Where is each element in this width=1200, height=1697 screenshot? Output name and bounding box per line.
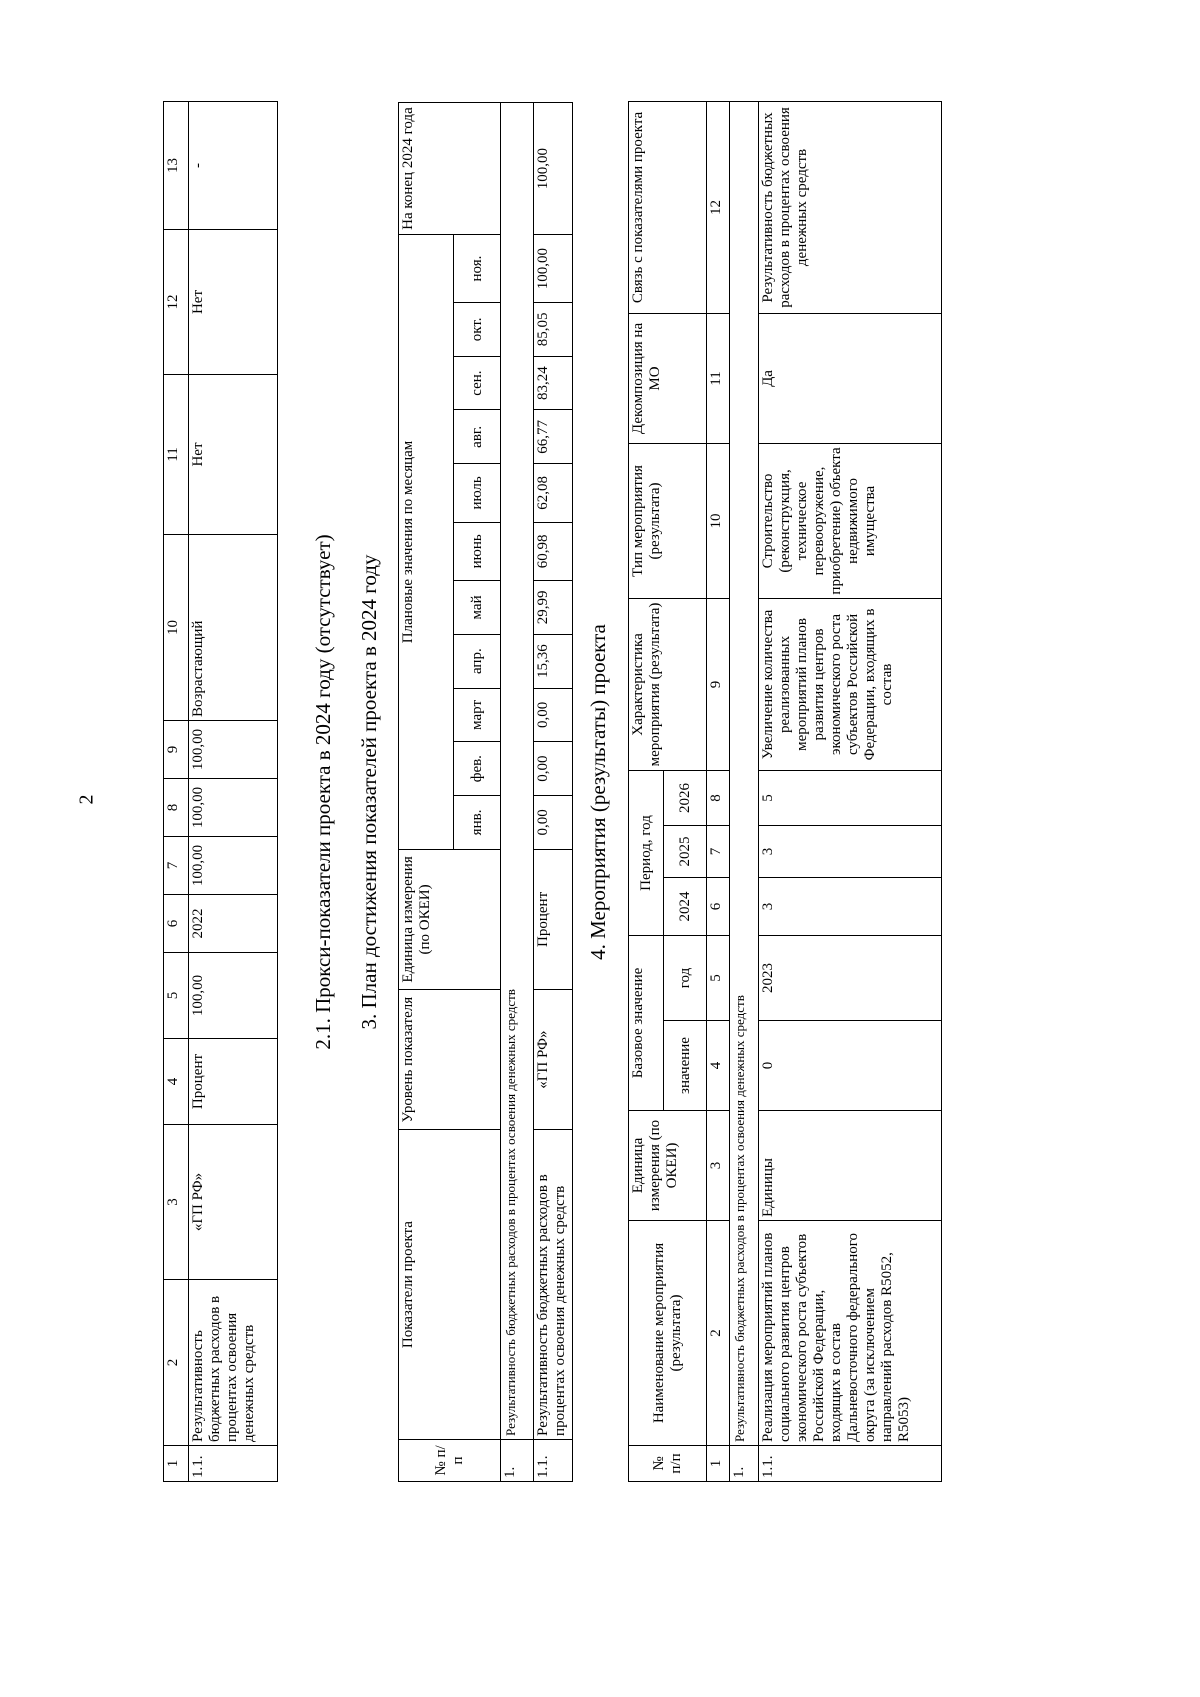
header-cell: 2025 [664, 825, 707, 877]
table-section-row [730, 101, 759, 1481]
header-cell: Базовое значение [629, 935, 664, 1110]
column-number: 11 [707, 313, 730, 443]
header-cell: Период, год [629, 770, 664, 935]
row-number: 1.1. [759, 1446, 942, 1482]
header-cell: 5 [164, 953, 189, 1039]
month-cell: сен. [454, 356, 501, 410]
indicator-level: «ГП РФ» [189, 1125, 278, 1280]
header-cell: 1 [164, 1446, 189, 1482]
value-2025: 3 [759, 825, 942, 877]
activity-name: Реализация мероприятий планов социального развития центров экономического роста субъектов Российской Федерации, входящих в состав Дальневосточного федерального округа (за исключением направлений расходов R5052, R5053) [759, 1221, 942, 1446]
month-value: 29,99 [534, 581, 573, 635]
header-cell: № п/п [629, 1446, 707, 1482]
header-cell: 11 [164, 375, 189, 535]
end-of-year-value: 100,00 [534, 103, 573, 235]
header-cell: 10 [164, 535, 189, 721]
table-header-row [629, 101, 664, 1481]
header-cell: 9 [164, 721, 189, 779]
month-value: 85,05 [534, 302, 573, 356]
cell: Нет [189, 230, 278, 375]
table-header-row [164, 102, 189, 1482]
month-cell: янв. [454, 796, 501, 850]
header-cell: 12 [164, 230, 189, 375]
header-cell: Уровень показателя [399, 990, 501, 1130]
indicator-name: Результативность бюджетных расходов в процентах освоения денежных средств [534, 1130, 573, 1440]
header-cell: Тип мероприятия (результата) [629, 443, 707, 598]
column-number: 3 [707, 1111, 730, 1221]
column-number: 9 [707, 598, 730, 770]
cell: 100,00 [189, 953, 278, 1039]
header-cell: 13 [164, 102, 189, 230]
month-value: 60,98 [534, 522, 573, 580]
month-cell: апр. [454, 634, 501, 688]
header-cell: Единица измерения (по ОКЕИ) [399, 849, 501, 989]
header-cell: 4 [164, 1039, 189, 1125]
header-cell: № п/п [399, 1439, 501, 1481]
cell: 100,00 [189, 779, 278, 837]
row-number: 1.1. [534, 1439, 573, 1481]
table-row [189, 102, 278, 1482]
table-header-row [399, 103, 454, 1482]
section-title: Результативность бюджетных расходов в процентах освоения денежных средств [730, 101, 759, 1445]
column-number: 7 [707, 825, 730, 877]
section-number: 1. [730, 1446, 759, 1482]
month-cell: авг. [454, 410, 501, 464]
month-value: 15,36 [534, 634, 573, 688]
month-value: 83,24 [534, 356, 573, 410]
month-cell: март [454, 688, 501, 742]
cell: - [189, 102, 278, 230]
header-cell: 2024 [664, 877, 707, 935]
month-cell: ноя. [454, 235, 501, 303]
column-number: 4 [707, 1021, 730, 1111]
column-number: 5 [707, 935, 730, 1020]
month-value: 100,00 [534, 235, 573, 303]
month-cell: июль [454, 464, 501, 522]
month-cell: фев. [454, 742, 501, 796]
header-cell: Связь с показателями проекта [629, 101, 707, 313]
header-cell: Показатели проекта [399, 1130, 501, 1440]
indicator-link: Результативность бюджетных расходов в процентах освоения денежных средств [759, 101, 942, 313]
heading-plan: 3. План достижения показателей проекта в 2024 году [357, 554, 381, 1030]
indicator-level: «ГП РФ» [534, 990, 573, 1130]
month-value: 0,00 [534, 796, 573, 850]
header-cell: 6 [164, 895, 189, 953]
table-section-row [501, 103, 534, 1482]
month-cell: июнь [454, 522, 501, 580]
decomposition: Да [759, 313, 942, 443]
column-number: 6 [707, 877, 730, 935]
indicator-unit: Процент [189, 1039, 278, 1125]
indicator-unit: Процент [534, 849, 573, 989]
value-2024: 3 [759, 877, 942, 935]
header-cell: Декомпозиция на МО [629, 313, 707, 443]
month-value: 66,77 [534, 410, 573, 464]
heading-activities: 4. Мероприятия (результаты) проекта [586, 624, 610, 960]
base-year: 2023 [759, 935, 942, 1020]
page-number: 2 [75, 794, 98, 805]
column-number: 12 [707, 101, 730, 313]
indicator-name: Результативность бюджетных расходов в процентах освоения денежных средств [189, 1280, 278, 1446]
rotated-page-content [163, 102, 1093, 1482]
table-row [759, 101, 942, 1481]
month-cell: май [454, 581, 501, 635]
month-cell: окт. [454, 302, 501, 356]
column-number: 2 [707, 1221, 730, 1446]
header-cell: год [664, 935, 707, 1020]
column-number: 10 [707, 443, 730, 598]
header-cell: 2026 [664, 770, 707, 825]
table-row [534, 103, 573, 1482]
activity-characteristic: Увеличение количества реализованных мероприятий планов развития центров экономического роста субъектов Российской Федерации, входящих в состав [759, 598, 942, 770]
cell: Нет [189, 375, 278, 535]
header-cell: Плановые значения по месяцам [399, 235, 454, 850]
section-title: Результативность бюджетных расходов в процентах освоения денежных средств [501, 103, 534, 1440]
table-number-row [707, 101, 730, 1481]
cell: 100,00 [189, 837, 278, 895]
header-cell: 7 [164, 837, 189, 895]
cell: 2022 [189, 895, 278, 953]
column-number: 1 [707, 1446, 730, 1482]
row-number: 1.1. [189, 1446, 278, 1482]
month-value: 0,00 [534, 688, 573, 742]
cell: Возрастающий [189, 535, 278, 721]
month-value: 0,00 [534, 742, 573, 796]
activity-unit: Единицы [759, 1111, 942, 1221]
indicators-table-continuation [163, 101, 278, 1482]
header-cell: 8 [164, 779, 189, 837]
section-number: 1. [501, 1439, 534, 1481]
base-value: 0 [759, 1021, 942, 1111]
heading-proxy-indicators: 2.1. Прокси-показатели проекта в 2024 году (отсутствует) [311, 534, 335, 1050]
plan-table [398, 102, 573, 1482]
activities-table [628, 101, 942, 1482]
column-number: 8 [707, 770, 730, 825]
header-cell: 3 [164, 1125, 189, 1280]
month-value: 62,08 [534, 464, 573, 522]
header-cell: Характеристика мероприятия (результата) [629, 598, 707, 770]
header-cell: На конец 2024 года [399, 103, 501, 235]
header-cell: значение [664, 1021, 707, 1111]
header-cell: Единица измерения (по ОКЕИ) [629, 1111, 707, 1221]
activity-type: Строительство (реконструкция, техническое перевооружение, приобретение) объекта недвижимого имущества [759, 443, 942, 598]
cell: 100,00 [189, 721, 278, 779]
value-2026: 5 [759, 770, 942, 825]
header-cell: Наименование мероприятия (результата) [629, 1221, 707, 1446]
header-cell: 2 [164, 1280, 189, 1446]
